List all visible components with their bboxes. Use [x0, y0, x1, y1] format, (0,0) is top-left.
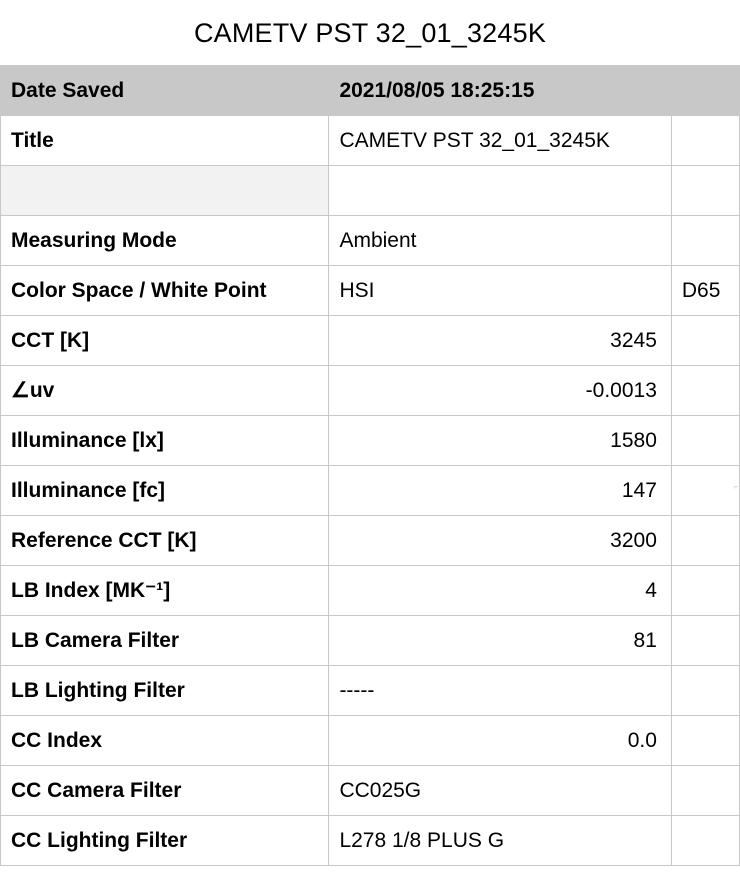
table-row: [1, 516, 740, 566]
row-label: [1, 166, 329, 216]
page-title: CAMETV PST 32_01_3245K: [193, 18, 547, 48]
row-extra: [671, 166, 739, 216]
row-value-text: L278 1/8 PLUS G: [339, 828, 505, 852]
row-label: Illuminance [fc]: [1, 466, 329, 516]
row-value-text: 81: [633, 628, 657, 652]
row-value-text: 0.0: [627, 728, 657, 752]
row-extra: [671, 216, 739, 266]
row-label: CC Camera Filter: [1, 766, 329, 816]
table-row: [1, 766, 740, 816]
row-value-text: -----: [339, 678, 375, 702]
row-value: [329, 166, 671, 216]
row-label: Title: [1, 116, 329, 166]
row-extra: [671, 816, 739, 866]
row-value-text: 3200: [610, 528, 657, 552]
row-value-text: CC025G: [339, 778, 422, 802]
row-extra: [671, 716, 739, 766]
row-label: LB Camera Filter: [1, 616, 329, 666]
row-label: Measuring Mode: [1, 216, 329, 266]
table-row: [1, 116, 740, 166]
row-label: Illuminance [lx]: [1, 416, 329, 466]
row-extra: [671, 316, 739, 366]
row-extra: [671, 66, 739, 116]
table-row: [1, 266, 740, 316]
row-value: [329, 716, 671, 766]
row-value: [329, 516, 671, 566]
row-value-text: 1580: [610, 428, 657, 452]
row-value: [329, 566, 671, 616]
measurement-table: [0, 65, 740, 866]
row-value: [329, 316, 671, 366]
row-extra: [671, 616, 739, 666]
table-row: [1, 316, 740, 366]
row-value-text: 147: [621, 478, 657, 502]
row-extra: [671, 416, 739, 466]
row-extra: [671, 466, 739, 516]
row-value-text: 4: [645, 578, 657, 602]
row-label: CC Lighting Filter: [1, 816, 329, 866]
row-extra: [671, 366, 739, 416]
row-label: ∠uv: [1, 366, 329, 416]
row-label: Color Space / White Point: [1, 266, 329, 316]
row-value-text: HSI: [339, 278, 375, 302]
row-label: Date Saved: [1, 66, 329, 116]
row-label: LB Index [MK⁻¹]: [1, 566, 329, 616]
row-value: [329, 666, 671, 716]
row-extra: [671, 766, 739, 816]
row-value-text: 3245: [610, 328, 657, 352]
table-row: [1, 366, 740, 416]
table-row: [1, 616, 740, 666]
row-value: [329, 766, 671, 816]
row-label: CC Index: [1, 716, 329, 766]
row-value: [329, 216, 671, 266]
row-value: [329, 616, 671, 666]
table-row: [1, 816, 740, 866]
row-label: LB Lighting Filter: [1, 666, 329, 716]
table-row: [1, 166, 740, 216]
table-row: [1, 216, 740, 266]
row-label: CCT [K]: [1, 316, 329, 366]
row-value: [329, 266, 671, 316]
table-row: [1, 416, 740, 466]
row-extra: [671, 116, 739, 166]
row-value-text: 2021/08/05 18:25:15: [339, 78, 535, 102]
row-extra: [671, 516, 739, 566]
table-row: [1, 466, 740, 516]
row-value-text: Ambient: [339, 228, 417, 252]
row-value: [329, 816, 671, 866]
row-label: Reference CCT [K]: [1, 516, 329, 566]
row-extra: [671, 566, 739, 616]
row-value: [329, 416, 671, 466]
row-value: [329, 366, 671, 416]
row-value: [329, 466, 671, 516]
row-extra: [671, 666, 739, 716]
measurement-table-body: [1, 66, 740, 866]
page-edge-mark: ⌐: [733, 484, 738, 491]
row-value-text: CAMETV PST 32_01_3245K: [339, 128, 610, 152]
row-extra: D65: [671, 266, 739, 316]
row-value-text: -0.0013: [585, 378, 657, 402]
table-row: [1, 566, 740, 616]
table-row: [1, 66, 740, 116]
table-row: [1, 716, 740, 766]
row-value: [329, 66, 671, 116]
row-value: [329, 116, 671, 166]
table-row: [1, 666, 740, 716]
